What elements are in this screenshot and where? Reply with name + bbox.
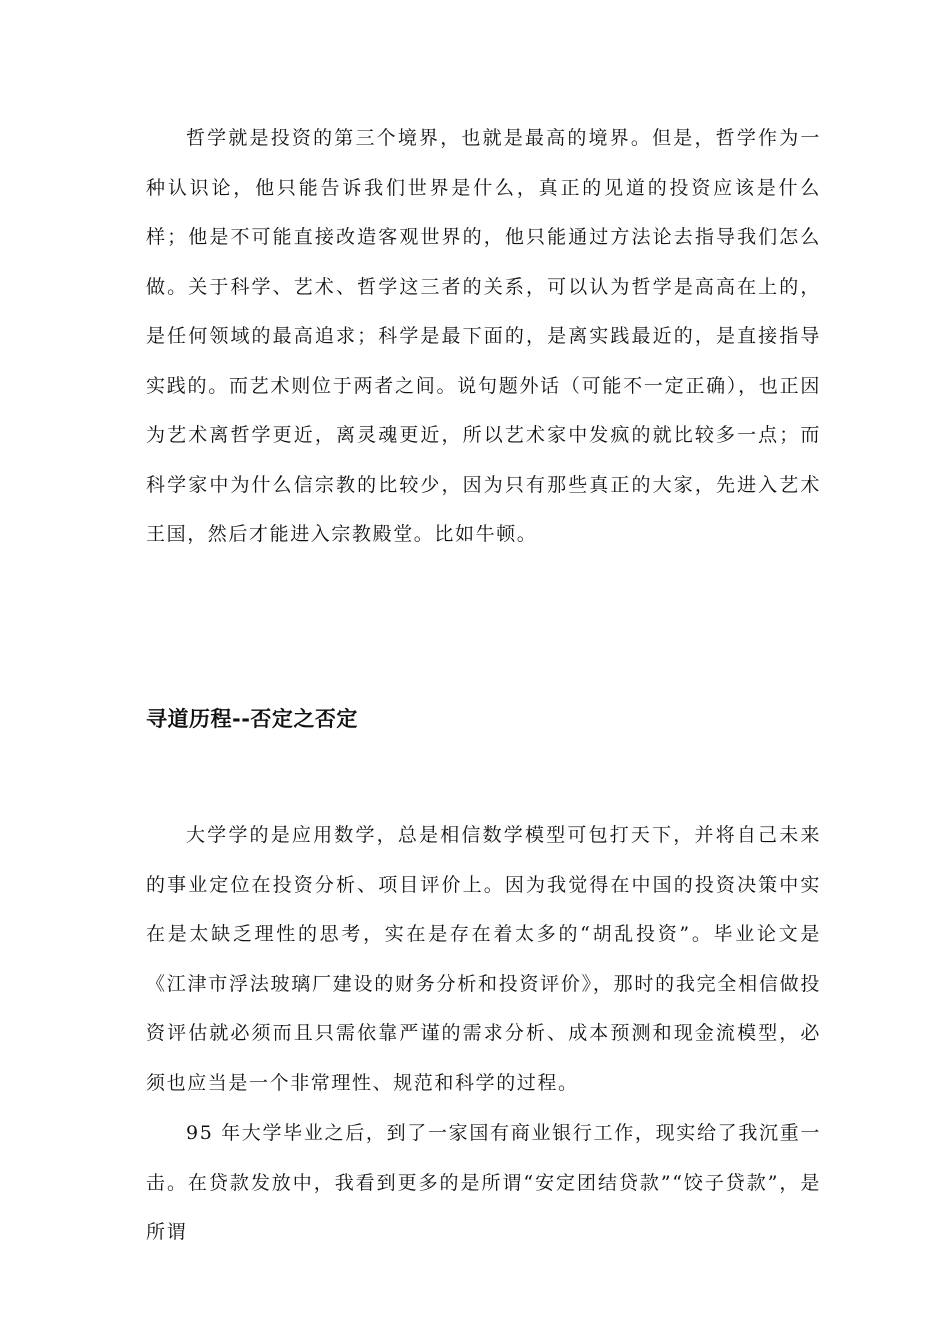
paragraph-university: 大学学的是应用数学，总是相信数学模型可包打天下，并将自己未来的事业定位在投资分析、项目评价上。因为我觉得在中国的投资决策中实在是太缺乏理性的思考，实在是存在着太多的“胡乱投资”。毕业论文是《江津市浮法玻璃厂建设的财务分析和投资评价》，那时的我完全相信做投资评估就必须而且只需依靠严谨的需求分析、成本预测和现金流模型，必须也应当是一个非常理性、规范和科学的过程。 <box>146 824 821 1094</box>
section-heading: 寻道历程--否定之否定 <box>146 707 358 731</box>
paragraph-philosophy: 哲学就是投资的第三个境界，也就是最高的境界。但是，哲学作为一种认识论，他只能告诉我们世界是什么，真正的见道的投资应该是什么样；他是不可能直接改造客观世界的，他只能通过方法论去指导我们怎么做。关于科学、艺术、哲学这三者的关系，可以认为哲学是高高在上的，是任何领域的最高追求；科学是最下面的，是离实践最近的，是直接指导实践的。而艺术则位于两者之间。说句题外话（可能不一定正确），也正因为艺术离哲学更近，离灵魂更近，所以艺术家中发疯的就比较多一点；而科学家中为什么信宗教的比较少，因为只有那些真正的大家，先进入艺术王国，然后才能进入宗教殿堂。比如牛顿。 <box>146 127 821 545</box>
paragraph-bank-work: 95 年大学毕业之后，到了一家国有商业银行工作，现实给了我沉重一击。在贷款发放中，我看到更多的是所谓“安定团结贷款”“饺子贷款”，是所谓 <box>146 1122 821 1243</box>
